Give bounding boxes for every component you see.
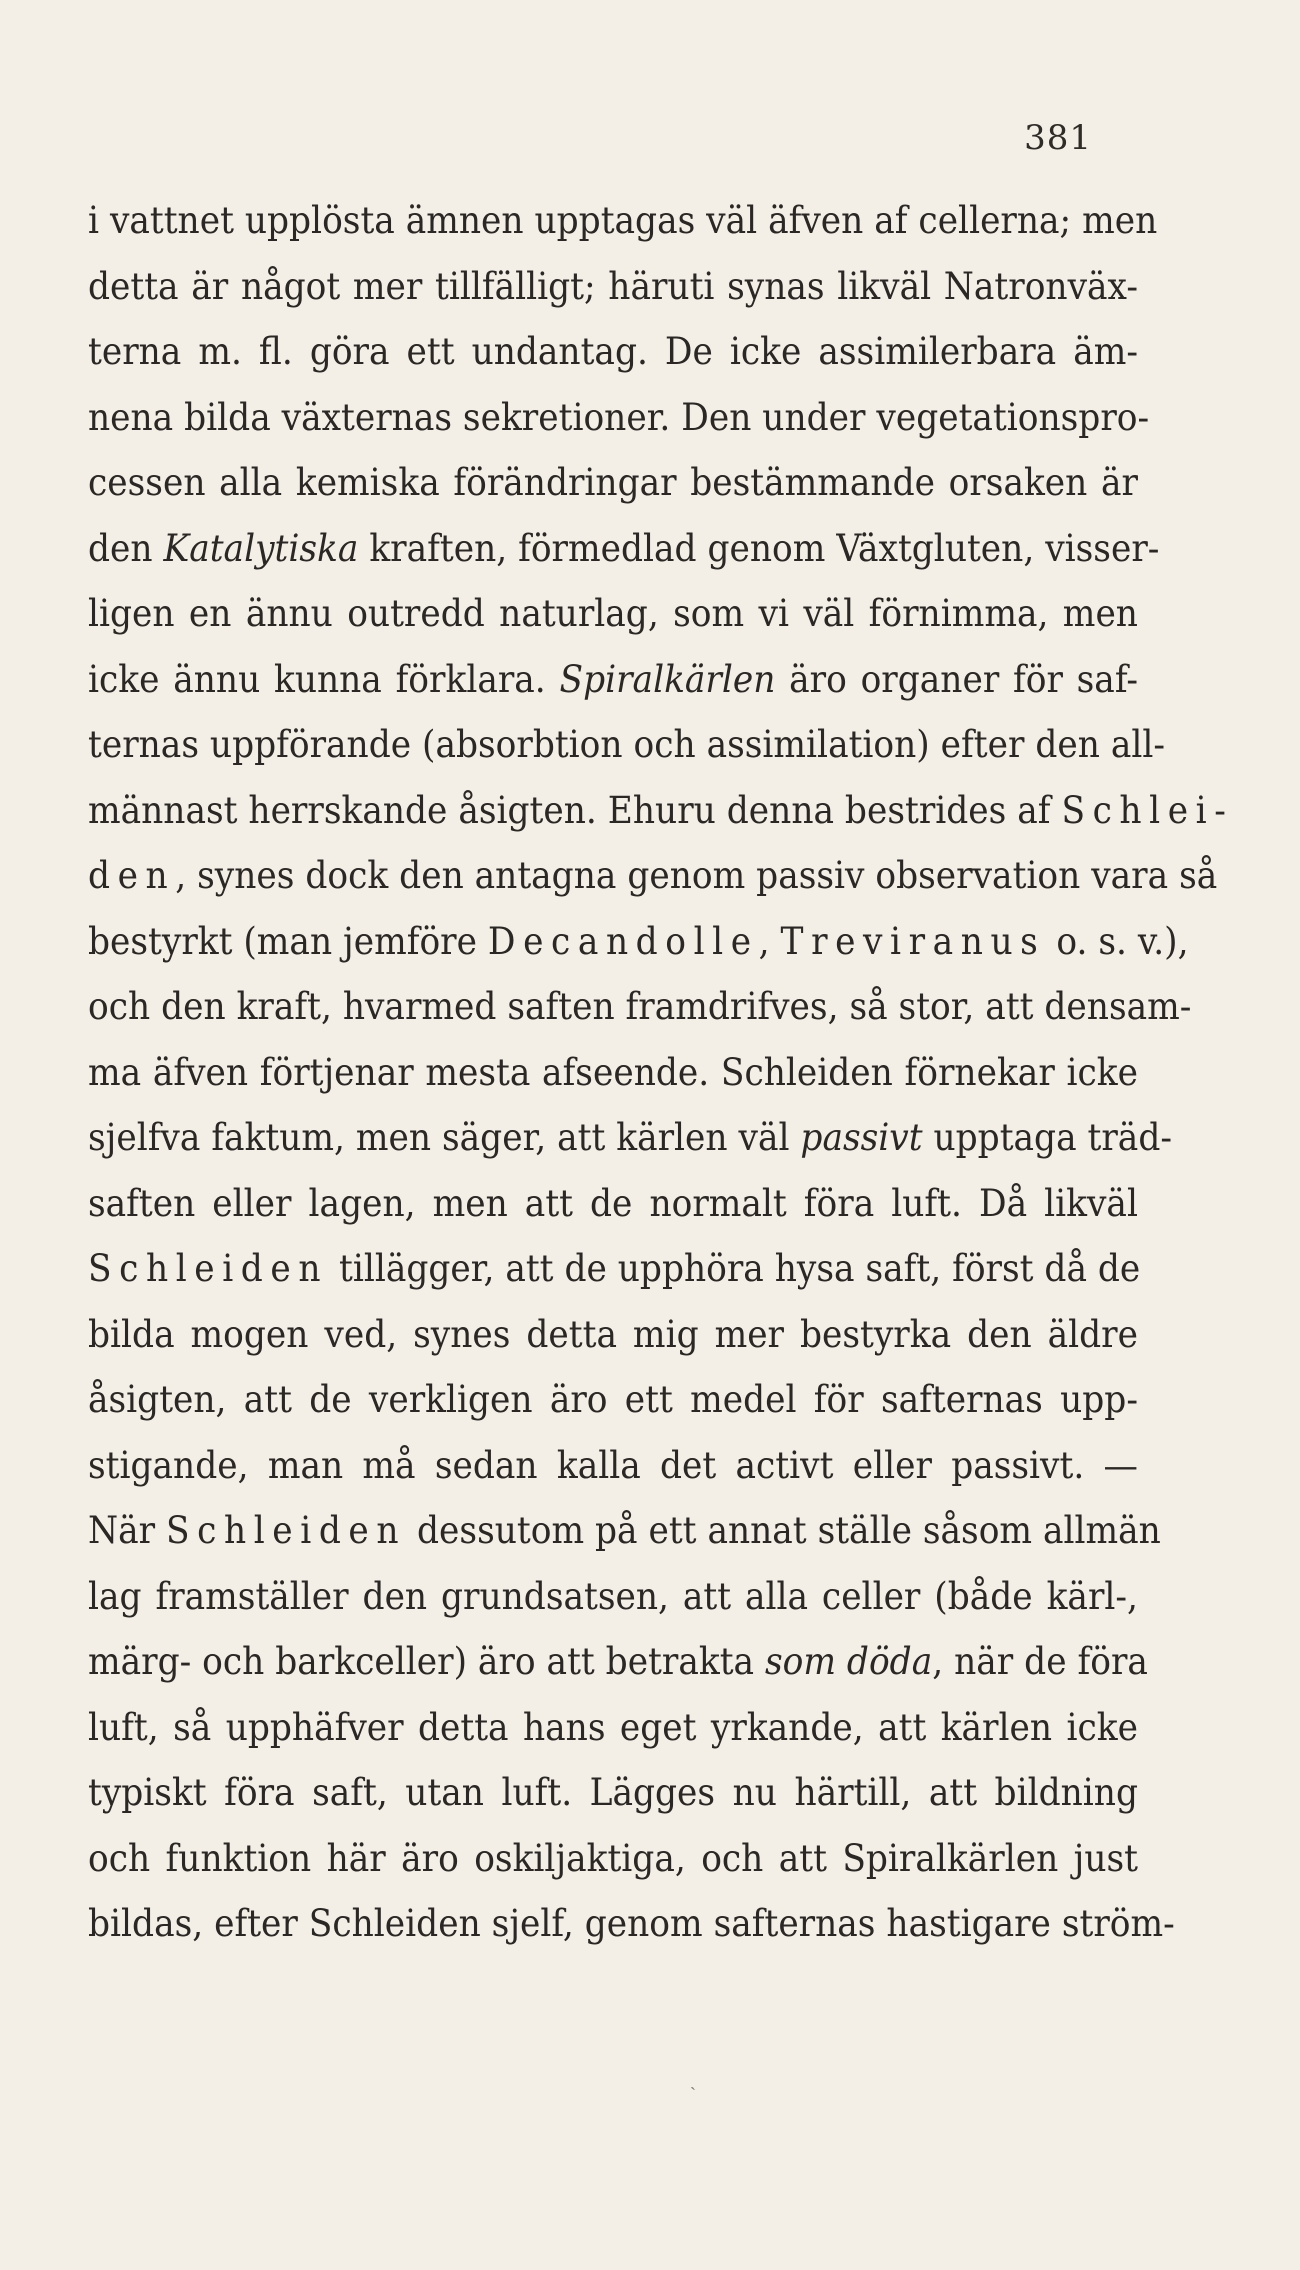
text-line [88,1826,1138,1892]
text-run: männast herrskande åsigten. Ehuru denna bestrides af [88,788,1062,832]
spaced-name: Schlei- [1061,788,1234,832]
text-run: icke ännu kunna förklara. [88,657,560,701]
text-line [88,712,1165,778]
spaced-name: den [88,854,176,897]
text-run: bestyrkt (man jemföre [88,919,488,963]
text-line [88,1760,1138,1826]
text-run: bilda mogen ved, synes detta mig mer bestyrka den äldre [88,1312,1138,1356]
text-run: lag framställer den grundsatsen, att alla celler (både kärl-, [88,1574,1138,1618]
page-number: 381 [1024,118,1092,158]
spaced-name: Treviranus [780,919,1046,963]
text-run: o. s. v.), [1045,919,1189,963]
ink-speck: ˏ [690,2070,696,2091]
italic-term: passivt [800,1116,923,1159]
text-run: detta är något mer tillfälligt; häruti synas likväl Natronväx- [88,264,1138,308]
text-line [88,1695,1138,1761]
text-line [88,647,1138,713]
text-line [88,1367,1138,1433]
text-run: i vattnet upplösta ämnen upptagas väl äfven af cellerna; men [88,199,1158,242]
spaced-name: Schleiden [166,1509,407,1552]
text-run: typiskt föra saft, utan luft. Lägges nu härtill, att bildning [88,1771,1138,1814]
text-run: den [88,526,164,570]
text-run: stigande, man må sedan kalla det activt eller passivt. — [88,1443,1138,1487]
text-line [88,1891,1175,1957]
spaced-name: Decandolle [487,919,759,963]
text-line [88,188,1158,254]
text-line [88,450,1138,516]
text-line [88,516,1160,582]
spaced-name: Schleiden [88,1247,329,1290]
text-line [88,1629,1148,1695]
text-run: , [758,919,781,963]
text-run: dessutom på ett annat ställe såsom allmän [406,1509,1161,1552]
text-run: äro organer för saf- [775,657,1138,701]
text-run: ma äfven förtjenar mesta afseende. Schleiden förnekar icke [88,1050,1138,1094]
italic-term: Katalytiska [163,526,359,570]
text-line [88,778,1234,844]
text-run: När [88,1509,167,1552]
text-run: luft, så upphäfver detta hans eget yrkande, att kärlen icke [88,1705,1138,1749]
text-line [88,1105,1172,1171]
text-line [88,319,1138,385]
text-run: bildas, efter Schleiden sjelf, genom safternas hastigare ström- [88,1902,1175,1945]
text-run: , synes dock den antagna genom passiv observation vara så [175,854,1218,897]
text-run: kraften, förmedlad genom Växtgluten, visser- [358,526,1160,570]
text-run: och den kraft, hvarmed saften framdrifves, så stor, att densam- [88,985,1192,1028]
text-run: märg- och barkceller) äro att betrakta [88,1640,765,1683]
text-run: terna m. fl. göra ett undantag. De icke assimilerbara äm- [88,330,1138,373]
text-line [88,254,1138,320]
text-line [88,1236,1141,1302]
italic-term: Spiralkärlen [559,657,776,701]
text-run: cessen alla kemiska förändringar bestämmande orsaken är [88,461,1138,504]
italic-term: som döda [764,1640,933,1683]
text-line [88,1498,1161,1564]
text-run: upptaga träd- [922,1116,1172,1159]
text-run: saften eller lagen, men att de normalt föra luft. Då likväl [88,1181,1138,1225]
text-line [88,1302,1138,1368]
text-run: åsigten, att de verkligen äro ett medel för safternas upp- [88,1378,1138,1421]
text-run: och funktion här äro oskiljaktiga, och att Spiralkärlen just [88,1836,1138,1880]
text-line [88,843,1218,909]
text-run: tillägger, att de upphöra hysa saft, först då de [328,1247,1141,1290]
text-run: nena bilda växternas sekretioner. Den under vegetationspro- [88,395,1150,439]
text-run: , när de föra [932,1640,1148,1683]
text-line [88,1433,1138,1499]
text-run: sjelfva faktum, men säger, att kärlen väl [88,1116,801,1159]
text-line [88,1171,1138,1237]
text-line [88,909,1189,975]
text-line [88,385,1150,451]
text-line [88,1040,1138,1106]
text-line [88,974,1192,1040]
text-line [88,581,1138,647]
text-run: ligen en ännu outredd naturlag, som vi väl förnimma, men [88,592,1138,635]
text-run: ternas uppförande (absorbtion och assimilation) efter den all- [88,723,1165,766]
text-line [88,1564,1138,1630]
body-text [88,188,1234,1957]
